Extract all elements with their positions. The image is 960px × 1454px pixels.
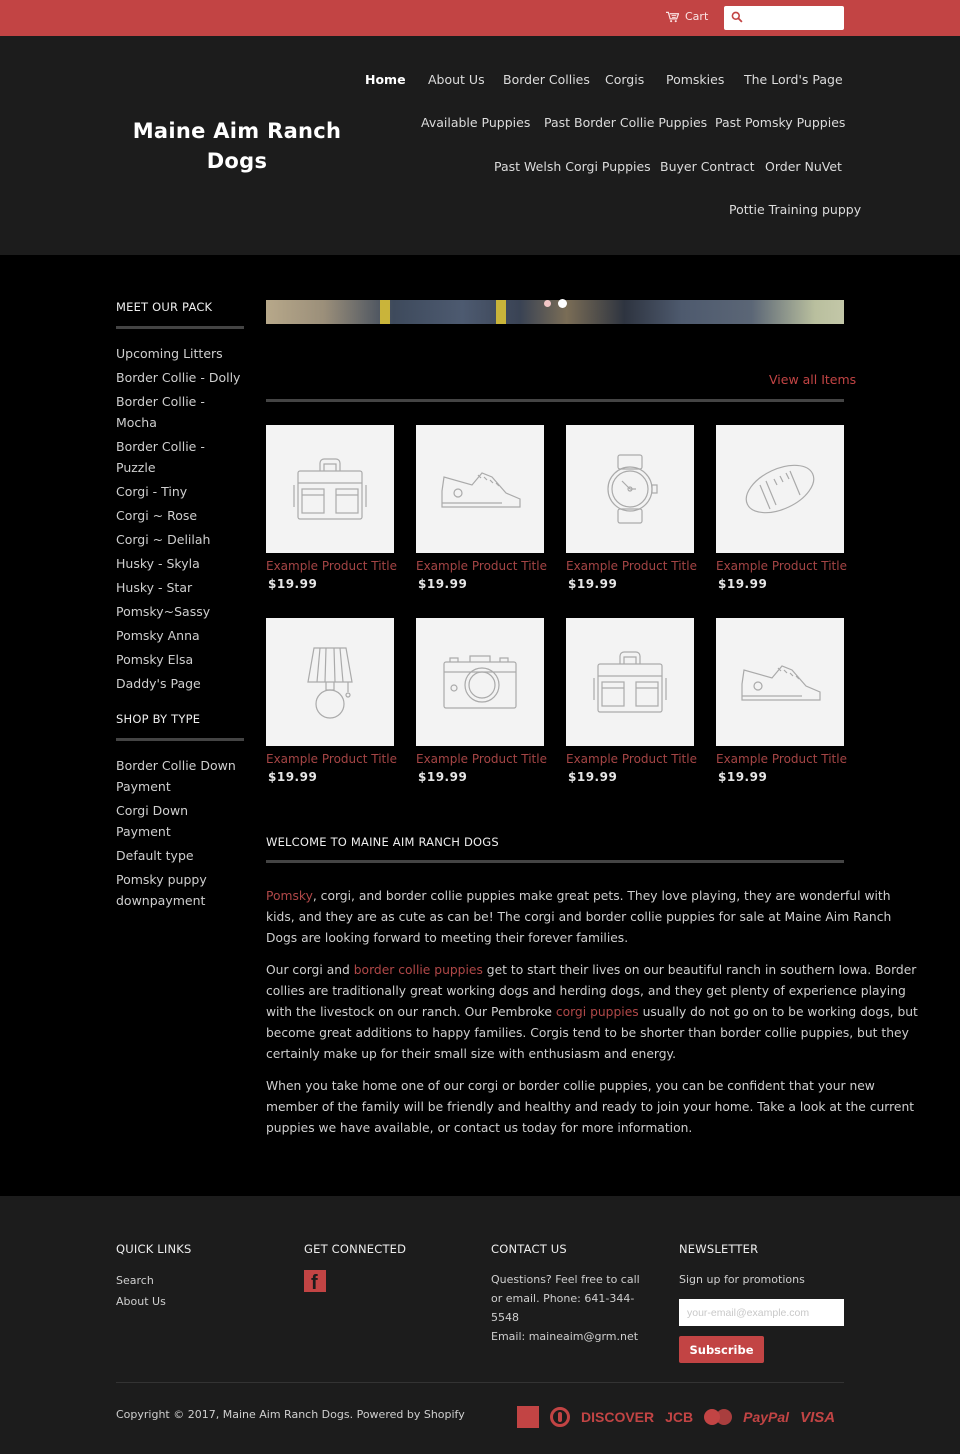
divider [116,1382,844,1383]
product-title[interactable]: Example Product Title [566,559,697,573]
sidebar-item-upcoming-litters[interactable]: Upcoming Litters [116,346,223,361]
product-title[interactable]: Example Product Title [716,559,847,573]
sidebar-item-pomsky-sassy[interactable]: Pomsky~Sassy [116,604,211,619]
sneaker-icon [438,447,522,531]
product-card[interactable] [566,618,697,784]
newsletter-email-input[interactable] [679,1299,844,1326]
site-logo[interactable]: Maine Aim Ranch Dogs [132,119,342,173]
nav-buyer-contract[interactable]: Buyer Contract [660,159,755,174]
product-card[interactable] [716,425,847,591]
welcome-paragraph-1: Pomsky, corgi, and border collie puppies make great pets. They love playing, they are wonderful with kids, and they are as cute as can be! The corgi and border collie puppies for sale at Maine Aim Ranch Dogs are looking forward to meeting their forever families. [266,889,892,945]
welcome-heading: WELCOME TO MAINE AIM RANCH DOGS [266,835,499,849]
divider [266,399,844,402]
sidebar-item-husky-star[interactable]: Husky - Star [116,580,193,595]
subscribe-button[interactable]: Subscribe [679,1336,764,1363]
facebook-icon[interactable]: f [304,1270,326,1292]
divider [116,738,244,741]
view-all-items-link[interactable]: View all Items [769,372,857,387]
cart-link[interactable] [666,10,708,23]
product-price: $19.99 [268,577,318,591]
sidebar-item-default-type[interactable]: Default type [116,848,194,863]
sidebar-item-daddys-page[interactable]: Daddy's Page [116,676,201,691]
shop-by-type-heading: SHOP BY TYPE [116,712,201,726]
product-image[interactable] [416,618,544,746]
jcb-icon: JCB [665,1409,694,1425]
product-card[interactable] [716,618,847,784]
product-image[interactable] [566,618,694,746]
sidebar-item-pomsky-anna[interactable]: Pomsky Anna [116,628,200,643]
newsletter-heading: NEWSLETTER [679,1242,759,1256]
product-image[interactable] [716,425,844,553]
product-card[interactable] [266,618,397,784]
sidebar-item-corgi-down-payment[interactable]: Corgi Down Payment [116,803,189,839]
site-footer [0,1196,960,1454]
nav-pomskies[interactable]: Pomskies [666,72,725,87]
hero-slideshow[interactable] [266,300,844,324]
search-icon[interactable] [731,11,743,23]
divider [266,860,844,863]
payment-icons [517,1406,835,1428]
product-card[interactable] [566,425,697,591]
sidebar-item-pomsky-downpayment[interactable]: Pomsky puppy downpayment [116,872,207,908]
nav-past-border-collie-puppies[interactable]: Past Border Collie Puppies [544,115,708,130]
product-price: $19.99 [268,770,318,784]
amex-icon [517,1406,539,1428]
product-price: $19.99 [418,770,468,784]
football-icon [738,447,822,531]
product-image[interactable] [716,618,844,746]
footer-link-search[interactable]: Search [116,1274,154,1287]
nav-past-welsh-corgi-puppies[interactable]: Past Welsh Corgi Puppies [494,159,651,174]
camera-icon [438,640,522,724]
product-title[interactable]: Example Product Title [266,752,397,766]
pomsky-link[interactable]: Pomsky [266,889,313,903]
meet-our-pack-heading: MEET OUR PACK [116,300,213,314]
corgi-puppies-link[interactable]: corgi puppies [555,1005,639,1019]
sidebar-item-pomsky-elsa[interactable]: Pomsky Elsa [116,652,194,667]
sidebar-item-border-collie-puzzle[interactable]: Border Collie - Puzzle [116,439,205,475]
lamp-icon [288,640,372,724]
cart-icon [666,11,679,23]
product-card[interactable] [416,425,547,591]
search-box[interactable] [724,6,844,30]
get-connected-heading: GET CONNECTED [304,1242,407,1256]
contact-email: Email: maineaim@grm.net [491,1330,639,1343]
discover-icon: DISCOVER [581,1409,655,1425]
sidebar-item-border-collie-down-payment[interactable]: Border Collie Down Payment [116,758,236,794]
copyright-text: Copyright © 2017, Maine Aim Ranch Dogs. Powered by Shopify [116,1408,465,1421]
nav-order-nuvet[interactable]: Order NuVet [765,159,842,174]
product-title[interactable]: Example Product Title [416,752,547,766]
nav-pottie-training[interactable]: Pottie Training puppy [729,202,862,217]
welcome-text [266,886,918,1150]
contact-text: Questions? Feel free to call or email. Phone: 641-344-5548 [491,1273,640,1324]
contact-us-heading: CONTACT US [491,1242,567,1256]
quick-links-heading: QUICK LINKS [116,1242,192,1256]
product-title[interactable]: Example Product Title [266,559,397,573]
product-price: $19.99 [568,577,618,591]
search-input[interactable] [746,8,840,28]
bag-icon [288,447,372,531]
visa-icon: VISA [800,1408,836,1426]
sidebar-item-corgi-rose[interactable]: Corgi ~ Rose [116,508,198,523]
sidebar-item-border-collie-dolly[interactable]: Border Collie - Dolly [116,370,241,385]
slide-image-detail [496,300,506,324]
nav-home[interactable]: Home [365,72,406,87]
slide-dot-2-active[interactable] [558,299,567,308]
shop-type-list [116,755,244,911]
product-title[interactable]: Example Product Title [566,752,697,766]
divider [116,326,244,329]
nav-lords-page[interactable]: The Lord's Page [744,72,843,87]
watch-icon [588,447,672,531]
cart-label: Cart [685,10,709,23]
diners-club-icon [550,1407,570,1427]
nav-about-us[interactable]: About Us [428,72,485,87]
newsletter-text: Sign up for promotions [679,1273,805,1286]
sneaker-icon [738,640,822,724]
product-card[interactable] [416,618,547,784]
top-bar [0,0,960,36]
mastercard-icon [704,1409,732,1425]
product-title[interactable]: Example Product Title [716,752,847,766]
get-connected-column [304,1242,406,1292]
nav-available-puppies[interactable]: Available Puppies [421,115,531,130]
site-header [0,36,960,255]
contact-us-column [491,1242,651,1346]
slide-image-detail [380,300,390,324]
nav-border-collies[interactable]: Border Collies [503,72,590,87]
nav-corgis[interactable]: Corgis [605,72,645,87]
product-image[interactable] [566,425,694,553]
welcome-paragraph-3: When you take home one of our corgi or border collie puppies, you can be confident that your new member of the family will be friendly and healthy and ready to join your home. Take a look at the current puppies we have available, or contact us today for more information. [266,1079,915,1135]
sidebar-item-corgi-tiny[interactable]: Corgi - Tiny [116,484,188,499]
sidebar-item-husky-skyla[interactable]: Husky - Skyla [116,556,200,571]
product-image[interactable] [266,618,394,746]
quick-links-column [116,1242,192,1312]
product-price: $19.99 [568,770,618,784]
pack-list [116,343,244,694]
border-collie-puppies-link[interactable]: border collie puppies [353,963,483,977]
product-image[interactable] [416,425,544,553]
slide-dot-1[interactable] [544,300,551,307]
paypal-icon: PayPal [743,1409,790,1425]
bag-icon [588,640,672,724]
footer-link-about-us[interactable]: About Us [116,1295,166,1308]
product-image[interactable] [266,425,394,553]
nav-past-pomsky-puppies[interactable]: Past Pomsky Puppies [715,115,846,130]
sidebar [116,300,244,914]
product-price: $19.99 [718,770,768,784]
sidebar-item-corgi-delilah[interactable]: Corgi ~ Delilah [116,532,211,547]
product-price: $19.99 [718,577,768,591]
newsletter-column [679,1242,844,1363]
welcome-paragraph-2: Our corgi and border collie puppies get to start their lives on our beautiful ranch in southern Iowa. Border collies are traditionally great working dogs and herding dogs, and they get plenty of experience playing with the livestock on our ranch. Our Pembroke corgi puppies usually do not go on to be working dogs, but become great additions to happy families. Corgis tend to be shorter than border collie puppies, but they certainly make up for their small size with enthusiasm and energy. [266,963,918,1061]
product-card[interactable] [266,425,397,591]
product-title[interactable]: Example Product Title [416,559,547,573]
sidebar-item-border-collie-mocha[interactable]: Border Collie - Mocha [116,394,205,430]
product-price: $19.99 [418,577,468,591]
